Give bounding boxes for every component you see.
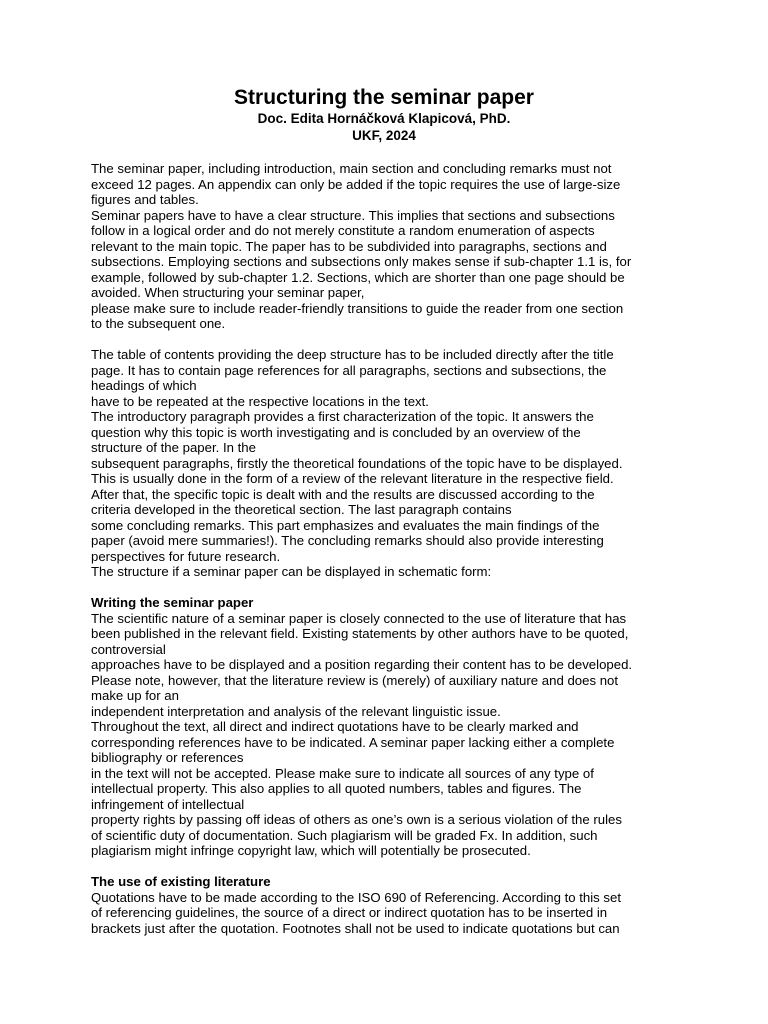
text-line: Please note, however, that the literature review is (merely) of auxiliary nature and does not <box>91 672 619 688</box>
text-line: approaches have to be displayed and a position regarding their content has to be developed. <box>91 657 633 672</box>
text-line: have to be repeated at the respective locations in the text. <box>91 393 429 409</box>
text-line: brackets just after the quotation. Footnotes shall not be used to indicate quotations but can <box>91 920 620 936</box>
text-line: make up for an <box>91 688 179 703</box>
paragraph-gap <box>91 859 691 875</box>
author-line: Doc. Edita Hornáčková Klapicová, PhD. <box>257 111 511 126</box>
text-line: The seminar paper, including introduction, main section and concluding remarks must not <box>91 161 612 176</box>
text-line: controversial <box>91 641 166 657</box>
text-line: follow in a logical order and do not merely constitute a random enumeration of aspects <box>91 223 595 238</box>
text-line: independent interpretation and analysis of the relevant linguistic issue. <box>91 703 501 719</box>
text-line: been published in the relevant field. Existing statements by other authors have to be quoted, <box>91 626 629 641</box>
text-line: bibliography or references <box>91 750 244 765</box>
text-line: intellectual property. This also applies to all quoted numbers, tables and figures. The <box>91 781 582 796</box>
text-line: infringement of intellectual <box>91 796 245 812</box>
text-line: The structure if a seminar paper can be displayed in schematic form: <box>91 564 492 579</box>
page-title: Structuring the seminar paper <box>234 86 534 109</box>
text-line: corresponding references have to be indicated. A seminar paper lacking either a complete <box>91 734 615 750</box>
text-line: some concluding remarks. This part emphasizes and evaluates the main findings of the <box>91 517 600 533</box>
text-line: please make sure to include reader-friendly transitions to guide the reader from one section <box>91 300 624 316</box>
document-body <box>91 161 691 936</box>
text-line: structure of the paper. In the <box>91 440 256 455</box>
text-line: exceed 12 pages. An appendix can only be added if the topic requires the use of large-size <box>91 176 621 192</box>
text-line: headings of which <box>91 378 197 393</box>
section-heading: Writing the seminar paper <box>91 595 254 610</box>
text-line: After that, the specific topic is dealt with and the results are discussed according to the <box>91 486 595 502</box>
text-line: property rights by passing off ideas of others as one’s own is a serious violation of the rules <box>91 812 622 827</box>
text-line: of scientific duty of documentation. Such plagiarism will be graded Fx. In addition, such <box>91 827 598 843</box>
text-line: subsequent paragraphs, firstly the theoretical foundations of the topic have to be displayed. <box>91 455 623 471</box>
affiliation-line: UKF, 2024 <box>352 128 416 143</box>
text-line: relevant to the main topic. The paper has to be subdivided into paragraphs, sections and <box>91 238 607 254</box>
text-line: Quotations have to be made according to the ISO 690 of Referencing. According to this set <box>91 889 622 905</box>
text-line: question why this topic is worth investigating and is concluded by an overview of the <box>91 424 581 440</box>
text-line: Throughout the text, all direct and indirect quotations have to be clearly marked and <box>91 719 579 734</box>
text-line: page. It has to contain page references for all paragraphs, sections and subsections, the <box>91 362 607 378</box>
text-line: paper (avoid mere summaries!). The concluding remarks should also provide interesting <box>91 533 604 548</box>
text-line: perspectives for future research. <box>91 548 281 564</box>
text-line: The table of contents providing the deep structure has to be included directly after the title <box>91 347 614 362</box>
text-line: Seminar papers have to have a clear structure. This implies that sections and subsections <box>91 207 615 223</box>
text-line: avoided. When structuring your seminar paper, <box>91 285 365 300</box>
text-line: The introductory paragraph provides a first characterization of the topic. It answers the <box>91 409 594 424</box>
text-line: to the subsequent one. <box>91 316 226 331</box>
section-heading: The use of existing literature <box>91 874 271 889</box>
text-line: criteria developed in the theoretical section. The last paragraph contains <box>91 502 512 517</box>
text-line: figures and tables. <box>91 192 199 207</box>
text-line: plagiarism might infringe copyright law, which will potentially be prosecuted. <box>91 843 531 858</box>
text-line: This is usually done in the form of a review of the relevant literature in the respective field. <box>91 471 614 486</box>
text-line: in the text will not be accepted. Please make sure to indicate all sources of any type of <box>91 765 594 781</box>
paragraph-gap <box>91 332 691 348</box>
paragraph-gap <box>91 580 691 596</box>
text-line: of referencing guidelines, the source of a direct or indirect quotation has to be inserted in <box>91 905 608 920</box>
text-line: The scientific nature of a seminar paper is closely connected to the use of literature that has <box>91 610 627 626</box>
text-line: subsections. Employing sections and subsections only makes sense if sub-chapter 1.1 is, for <box>91 254 632 269</box>
text-line: example, followed by sub-chapter 1.2. Sections, which are shorter than one page should be <box>91 269 625 285</box>
